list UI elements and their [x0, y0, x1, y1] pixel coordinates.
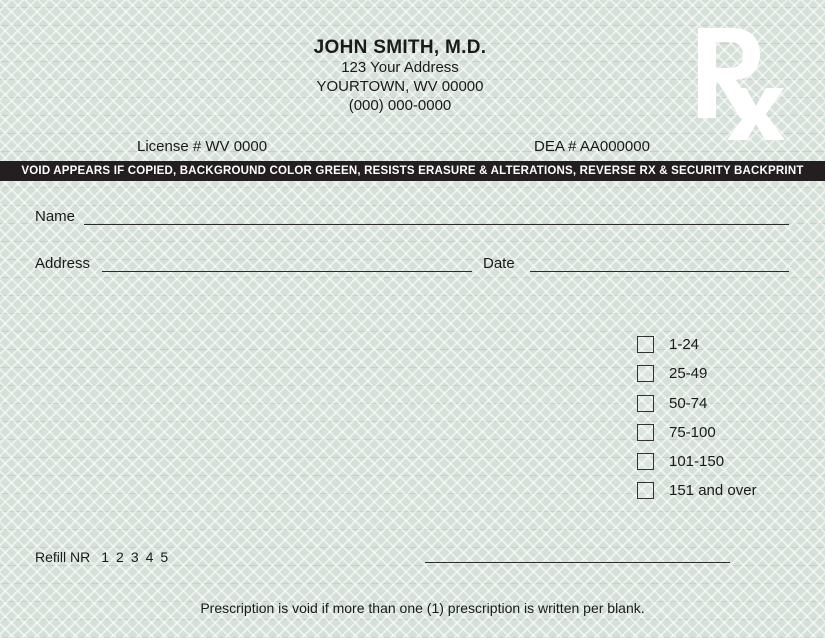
rx-logo-icon [690, 22, 785, 142]
dea-number: DEA # AA000000 [534, 138, 650, 155]
refill-label: Refill NR [35, 549, 91, 565]
quantity-checkbox[interactable] [637, 365, 654, 382]
refill-row [35, 549, 168, 565]
quantity-checkbox[interactable] [637, 395, 654, 412]
address-line-1: 123 Your Address [341, 59, 459, 76]
quantity-option[interactable] [637, 334, 699, 354]
phone-number: (000) 000-0000 [348, 97, 452, 114]
quantity-label: 25-49 [669, 364, 708, 382]
quantity-checkbox[interactable] [637, 482, 654, 499]
license-number: License # WV 0000 [137, 138, 268, 155]
quantity-label: 50-74 [669, 394, 708, 412]
address-field[interactable] [102, 271, 472, 272]
doctor-name: JOHN SMITH, M.D. [313, 37, 487, 58]
quantity-option[interactable] [637, 393, 707, 413]
quantity-label: 101-150 [669, 452, 725, 470]
footer-note: Prescription is void if more than one (1) prescription is written per blank. [200, 600, 645, 616]
date-field[interactable] [530, 271, 789, 272]
quantity-checkbox[interactable] [637, 424, 654, 441]
signature-field[interactable] [425, 562, 730, 563]
refill-option[interactable]: 3 [130, 549, 139, 565]
date-label: Date [483, 255, 515, 272]
quantity-checkbox[interactable] [637, 336, 654, 353]
refill-option[interactable]: 2 [116, 549, 124, 565]
quantity-label: 151 and over [669, 481, 757, 499]
security-banner: VOID APPEARS IF COPIED, BACKGROUND COLOR GREEN, RESISTS ERASURE & ALTERATIONS, REVERSE RX & SECURITY BACKPRINT [0, 161, 825, 181]
name-label: Name [35, 208, 76, 225]
quantity-option[interactable] [637, 422, 716, 442]
quantity-option[interactable] [637, 451, 724, 471]
address-line-2: YOURTOWN, WV 00000 [316, 78, 484, 95]
quantity-label: 75-100 [669, 423, 716, 441]
refill-option[interactable]: 5 [160, 549, 169, 565]
refill-option[interactable]: 4 [145, 549, 154, 565]
address-label: Address [35, 255, 91, 272]
quantity-option[interactable] [637, 480, 757, 500]
name-field[interactable] [84, 224, 789, 225]
refill-option[interactable]: 1 [101, 549, 110, 565]
quantity-label: 1-24 [669, 335, 700, 353]
quantity-checkbox[interactable] [637, 453, 654, 470]
quantity-option[interactable] [637, 363, 707, 383]
